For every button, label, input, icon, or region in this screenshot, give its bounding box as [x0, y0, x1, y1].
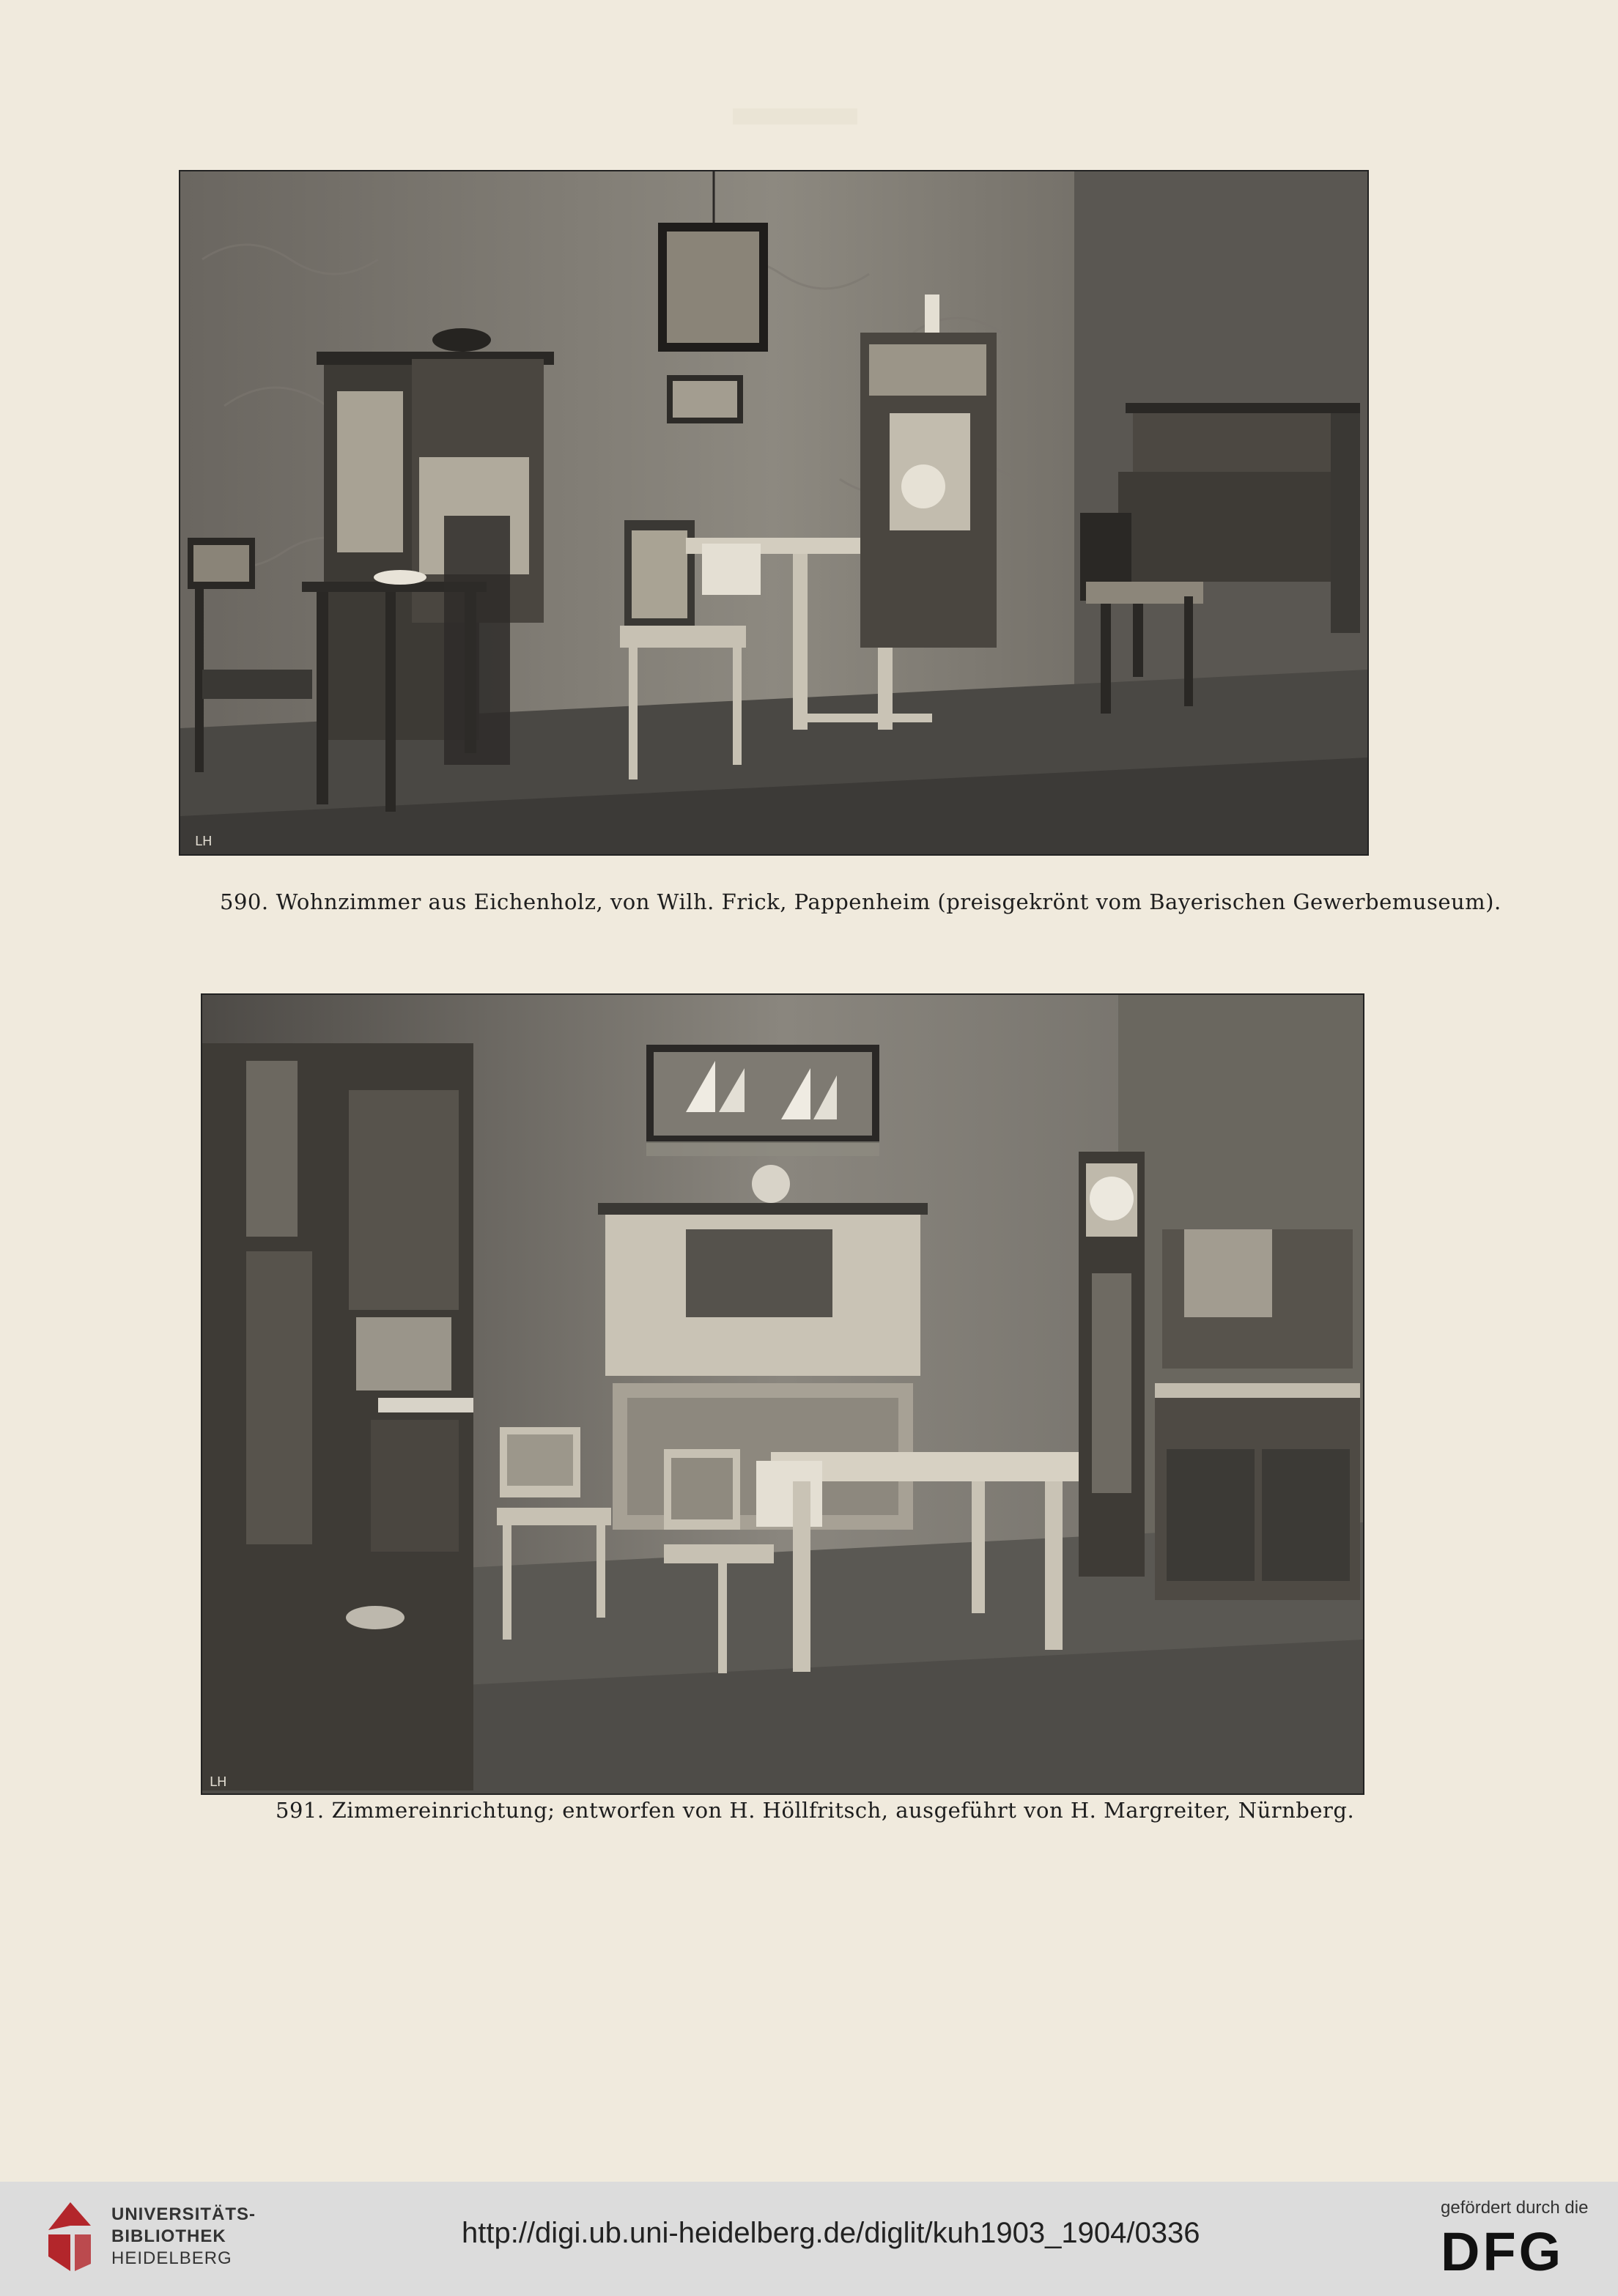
university-library-logo-icon — [45, 2196, 94, 2274]
caption-plate-591 — [276, 1798, 1354, 1823]
permalink-url[interactable]: http://digi.ub.uni-heidelberg.de/diglit/kuh1903_1904/0336 — [462, 2217, 1200, 2249]
svg-text:LH: LH — [195, 834, 213, 849]
photo-591-illustration — [202, 995, 1363, 1793]
plate-number: 591. — [276, 1798, 325, 1823]
photo-plate-590-living-room — [179, 170, 1369, 856]
caption-text: Zimmereinrichtung; entworfen von H. Höllfritsch, ausgeführt von H. Margreiter, Nürnberg. — [331, 1798, 1355, 1823]
photo-plate-591-room-furnishing — [201, 993, 1364, 1795]
university-library-name — [111, 2204, 256, 2270]
digitization-footer — [0, 2182, 1618, 2296]
library-name-line2: BIBLIOTHEK — [111, 2226, 226, 2246]
library-name-line3: HEIDELBERG — [111, 2248, 232, 2268]
svg-text:LH: LH — [210, 1774, 227, 1790]
plate-number: 590. — [220, 889, 269, 914]
funding-label: gefördert durch die — [1441, 2198, 1589, 2218]
photo-590-illustration — [180, 171, 1367, 854]
caption-text: Wohnzimmer aus Eichenholz, von Wilh. Frick, Pappenheim (preisgekrönt vom Bayerischen Gewerbemuseum). — [276, 889, 1501, 914]
faint-page-mark — [733, 108, 857, 125]
dfg-logo: DFG — [1441, 2221, 1565, 2282]
caption-plate-590 — [220, 889, 1501, 914]
library-name-line1: UNIVERSITÄTS- — [111, 2204, 256, 2224]
